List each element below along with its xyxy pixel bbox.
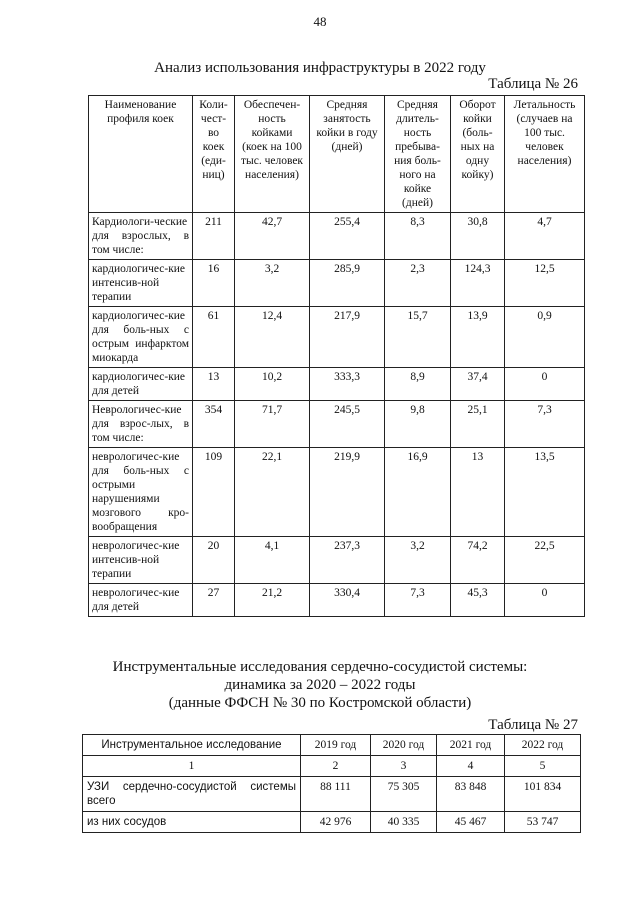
table-cell: 61 bbox=[193, 307, 235, 368]
table-cell: 12,4 bbox=[235, 307, 310, 368]
page-number: 48 bbox=[313, 14, 327, 29]
table-cell: 4,7 bbox=[505, 213, 585, 260]
table-cell: 354 bbox=[193, 401, 235, 448]
table-cell: 16,9 bbox=[385, 448, 451, 537]
table27-title-line: динамика за 2020 – 2022 годы bbox=[224, 677, 416, 693]
table-cell: 45 467 bbox=[437, 812, 505, 833]
table-cell: 0 bbox=[505, 368, 585, 401]
table-cell: 21,2 bbox=[235, 584, 310, 617]
table-cell: 20 bbox=[193, 537, 235, 584]
table-cell: 333,3 bbox=[310, 368, 385, 401]
table-cell: 2,3 bbox=[385, 260, 451, 307]
table-row bbox=[83, 812, 581, 833]
row-label: неврологичес-кие для детей bbox=[89, 584, 193, 617]
column-header: Средняя занятость койки в году (дней) bbox=[310, 96, 385, 213]
table-cell: 3,2 bbox=[385, 537, 451, 584]
row-label: неврологичес-кие для боль-ных с острыми нарушениями мозгового кро-вообращения bbox=[89, 448, 193, 537]
table-cell: 330,4 bbox=[310, 584, 385, 617]
column-header: Коли-чест-во коек (еди-ниц) bbox=[193, 96, 235, 213]
table-cell: 27 bbox=[193, 584, 235, 617]
row-label: Кардиологи-ческие для взрослых, в том числе: bbox=[89, 213, 193, 260]
table-cell: 217,9 bbox=[310, 307, 385, 368]
table26-title: Анализ использования инфраструктуры в 2022 году bbox=[154, 60, 486, 76]
table-cell: 8,9 bbox=[385, 368, 451, 401]
table-row bbox=[89, 260, 585, 307]
column-index: 4 bbox=[437, 756, 505, 777]
table-cell: 16 bbox=[193, 260, 235, 307]
column-header: Летальность (случаев на 100 тыс. человек населения) bbox=[505, 96, 585, 213]
table-cell: 245,5 bbox=[310, 401, 385, 448]
column-header: 2021 год bbox=[437, 735, 505, 756]
column-header: 2022 год bbox=[505, 735, 581, 756]
table-row bbox=[89, 537, 585, 584]
infrastructure-table bbox=[88, 95, 585, 617]
table-cell: 8,3 bbox=[385, 213, 451, 260]
table-cell: 0 bbox=[505, 584, 585, 617]
table-cell: 10,2 bbox=[235, 368, 310, 401]
column-header: Наименование профиля коек bbox=[89, 96, 193, 213]
table-cell: 7,3 bbox=[505, 401, 585, 448]
table-cell: 3,2 bbox=[235, 260, 310, 307]
table-cell: 12,5 bbox=[505, 260, 585, 307]
table-cell: 101 834 bbox=[505, 777, 581, 812]
table-cell: 75 305 bbox=[371, 777, 437, 812]
table-cell: 15,7 bbox=[385, 307, 451, 368]
table-cell: 9,8 bbox=[385, 401, 451, 448]
table27-number: Таблица № 27 bbox=[488, 717, 578, 733]
row-label: УЗИ сердечно-сосудистой системы всего bbox=[83, 777, 301, 812]
column-header: 2020 год bbox=[371, 735, 437, 756]
table-cell: 109 bbox=[193, 448, 235, 537]
row-label: кардиологичес-кие для боль-ных с острым инфарктом миокарда bbox=[89, 307, 193, 368]
table-row bbox=[83, 777, 581, 812]
table-row bbox=[89, 368, 585, 401]
table-cell: 30,8 bbox=[451, 213, 505, 260]
table-cell: 124,3 bbox=[451, 260, 505, 307]
table-cell: 237,3 bbox=[310, 537, 385, 584]
column-header: Инструментальное исследование bbox=[83, 735, 301, 756]
table-cell: 13 bbox=[193, 368, 235, 401]
table-row bbox=[89, 448, 585, 537]
row-label: кардиологичес-кие интенсив-ной терапии bbox=[89, 260, 193, 307]
column-header: 2019 год bbox=[301, 735, 371, 756]
table-cell: 40 335 bbox=[371, 812, 437, 833]
column-index: 1 bbox=[83, 756, 301, 777]
table-cell: 13 bbox=[451, 448, 505, 537]
column-header: Обеспечен-ность койками (коек на 100 тыс. человек населения) bbox=[235, 96, 310, 213]
table-row bbox=[89, 213, 585, 260]
table-cell: 42 976 bbox=[301, 812, 371, 833]
row-label: неврологичес-кие интенсив-ной терапии bbox=[89, 537, 193, 584]
table-header-row bbox=[83, 735, 581, 756]
column-index-row bbox=[83, 756, 581, 777]
table-cell: 13,5 bbox=[505, 448, 585, 537]
table-header-row bbox=[89, 96, 585, 213]
column-index: 3 bbox=[371, 756, 437, 777]
table-cell: 211 bbox=[193, 213, 235, 260]
table-cell: 42,7 bbox=[235, 213, 310, 260]
table-row bbox=[89, 401, 585, 448]
table-cell: 45,3 bbox=[451, 584, 505, 617]
table-cell: 7,3 bbox=[385, 584, 451, 617]
column-index: 2 bbox=[301, 756, 371, 777]
column-header: Средняя длитель-ность пребыва-ния боль-ного на койке (дней) bbox=[385, 96, 451, 213]
table-cell: 74,2 bbox=[451, 537, 505, 584]
table-cell: 285,9 bbox=[310, 260, 385, 307]
row-label: Неврологичес-кие для взрос-лых, в том числе: bbox=[89, 401, 193, 448]
table-cell: 255,4 bbox=[310, 213, 385, 260]
table27-title-line: (данные ФФСН № 30 по Костромской области) bbox=[168, 695, 472, 711]
table-cell: 71,7 bbox=[235, 401, 310, 448]
table-row bbox=[89, 307, 585, 368]
instrumental-studies-table bbox=[82, 734, 581, 833]
row-label: из них сосудов bbox=[83, 812, 301, 833]
table-cell: 13,9 bbox=[451, 307, 505, 368]
row-label: кардиологичес-кие для детей bbox=[89, 368, 193, 401]
table-cell: 83 848 bbox=[437, 777, 505, 812]
table26-number: Таблица № 26 bbox=[488, 76, 578, 92]
table-cell: 88 111 bbox=[301, 777, 371, 812]
table-cell: 22,1 bbox=[235, 448, 310, 537]
table27-title-line: Инструментальные исследования сердечно-сосудистой системы: bbox=[112, 659, 528, 675]
table-cell: 219,9 bbox=[310, 448, 385, 537]
column-header: Оборот койки (боль-ных на одну койку) bbox=[451, 96, 505, 213]
table-cell: 22,5 bbox=[505, 537, 585, 584]
table-cell: 37,4 bbox=[451, 368, 505, 401]
column-index: 5 bbox=[505, 756, 581, 777]
table-cell: 4,1 bbox=[235, 537, 310, 584]
table-cell: 53 747 bbox=[505, 812, 581, 833]
table-cell: 0,9 bbox=[505, 307, 585, 368]
table-row bbox=[89, 584, 585, 617]
table-cell: 25,1 bbox=[451, 401, 505, 448]
table27-title bbox=[0, 658, 640, 712]
